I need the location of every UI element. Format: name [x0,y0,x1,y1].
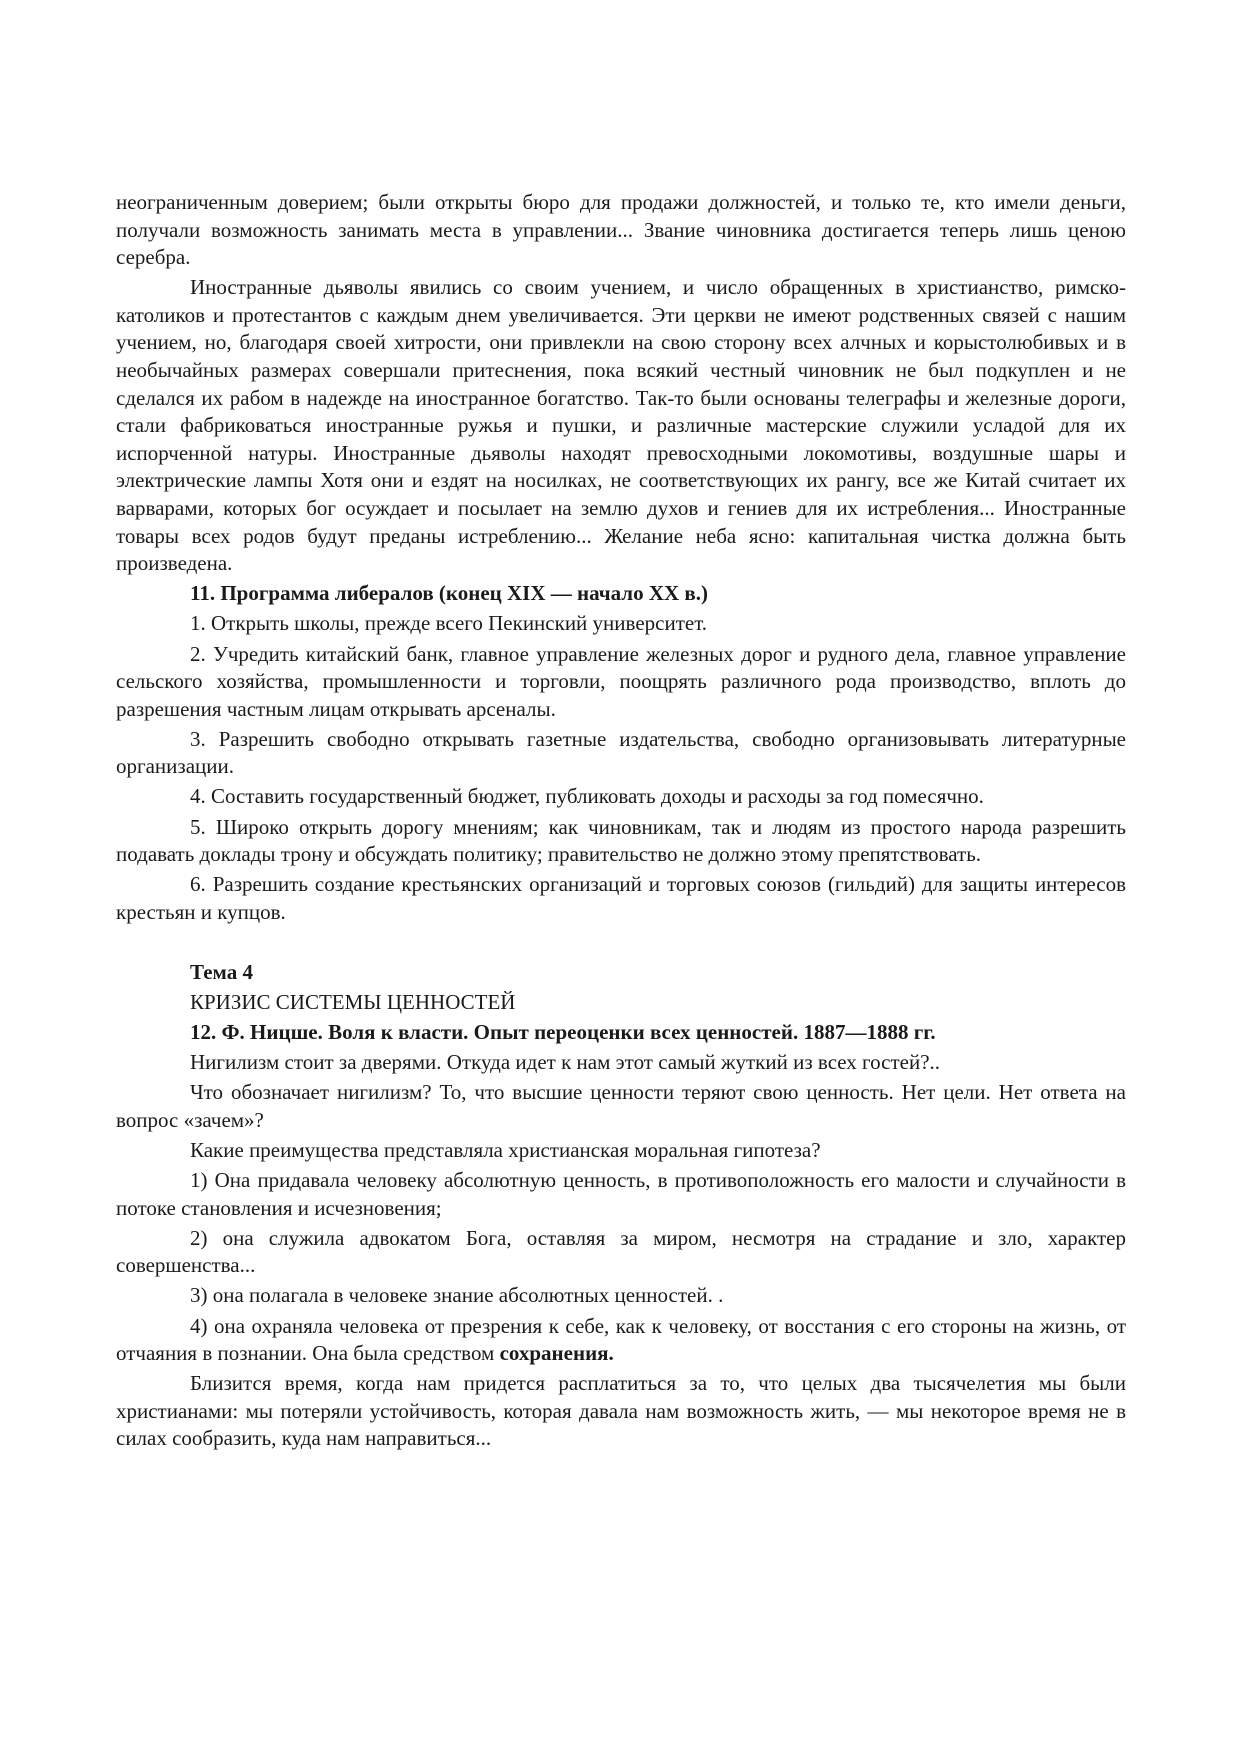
liberal-item-3: 3. Разрешить свободно открывать газетные издательства, свободно организовывать литературные организации. [116,726,1126,779]
nietzsche-paragraph-3: Какие преимущества представляла христианская моральная гипотеза? [190,1138,821,1162]
nietzsche-paragraph-1: Нигилизм стоит за дверями. Откуда идет к нам этот самый жуткий из всех гостей?.. [190,1050,941,1075]
liberal-item-2: 2. Учредить китайский банк, главное управление железных дорог и рудного дела, главное управление сельского хозяйства, промышленности и торговли, поощрять различного рода производство, вплоть до разрешения частным лицам открывать арсеналы. [116,641,1126,721]
nietzsche-paragraph-2: Что обозначает нигилизм? То, что высшие ценности теряют свою ценность. Нет цели. Нет ответа на вопрос «зачем»? [116,1080,1126,1132]
topic-title: КРИЗИС СИСТЕМЫ ЦЕННОСТЕЙ [190,990,516,1015]
topic-label: Тема 4 [190,959,253,984]
liberal-item-1: 1. Открыть школы, прежде всего Пекинский университет. [190,611,708,636]
nietzsche-item-3: 3) она полагала в человеке знание абсолютных ценностей. . [190,1283,724,1308]
section-gap [116,929,1126,959]
document-page [116,189,1126,1456]
paragraph-continuation: неограниченным доверием; были открыты бюро для продажи должностей, и только те, кто имели деньги, получали возможность занимать места в управлении... Звание чиновника достигается теперь лишь ценою серебра. [116,190,1126,270]
nietzsche-paragraph-4: Близится время, когда нам придется расплатиться за то, что целых два тысячелетия мы были христианами: мы потеряли устойчивость, которая давала нам возможность жить, — мы некоторое время не в силах сообразить, куда нам направиться... [116,1371,1126,1451]
nietzsche-item-4-text: 4) она охраняла человека от презрения к себе, как к человеку, от восстания с его стороны на жизнь, от отчаяния в познании. Она была средством [116,1313,1126,1366]
section-heading-nietzsche: 12. Ф. Ницше. Воля к власти. Опыт переоценки всех ценностей. 1887—1888 гг. [190,1020,936,1045]
nietzsche-item-1: 1) Она придавала человеку абсолютную ценность, в противоположность его малости и случайности в потоке становления и исчезновения; [116,1168,1126,1220]
nietzsche-item-4-emphasis: сохранения. [499,1341,614,1366]
liberal-item-6: 6. Разрешить создание крестьянских организаций и торговых союзов (гильдий) для защиты интересов крестьян и купцов. [116,872,1126,924]
section-heading-liberals: 11. Программа либералов (конец XIX — начало XX в.) [190,581,708,606]
liberal-item-4: 4. Составить государственный бюджет, публиковать доходы и расходы за год помесячно. [190,784,984,809]
liberal-item-5: 5. Широко открыть дорогу мнениям; как чиновникам, так и людям из простого народа разрешить подавать доклады трону и обсуждать политику; правительство не должно этому препятствовать. [116,814,1126,867]
nietzsche-item-2: 2) она служила адвокатом Бога, оставляя за миром, несмотря на страдание и зло, характер совершенства... [116,1225,1126,1278]
nietzsche-item-4 [116,1313,1126,1368]
paragraph-foreign-devils: Иностранные дьяволы явились со своим учением, и число обращенных в христианство, римско-католиков и протестантов с каждым днем увеличивается. Эти церкви не имеют родственных связей с нашим учением, но, благодаря своей хитрости, они привлекли на свою сторону всех алчных и корыстолюбивых и в необычайных размерах совершали притеснения, пока всякий честный чиновник не был подкуплен и не сделался их рабом в надежде на иностранное богатство. Так-то были основаны телеграфы и железные дороги, стали фабриковаться иностранные ружья и пушки, и различные мастерские служили усладой для их испорченной натуры. Иностранные дьяволы находят превосходными локомотивы, воздушные шары и электрические лампы Хотя они и ездят на носилках, не соответствующих их рангу, все же Китай считает их варварами, которых бог осуждает и посылает на землю духов и гениев для их истребления... Иностранные товары всех родов будут преданы истреблению... Желание неба ясно: капитальная чистка должна быть произведена. [116,275,1126,576]
